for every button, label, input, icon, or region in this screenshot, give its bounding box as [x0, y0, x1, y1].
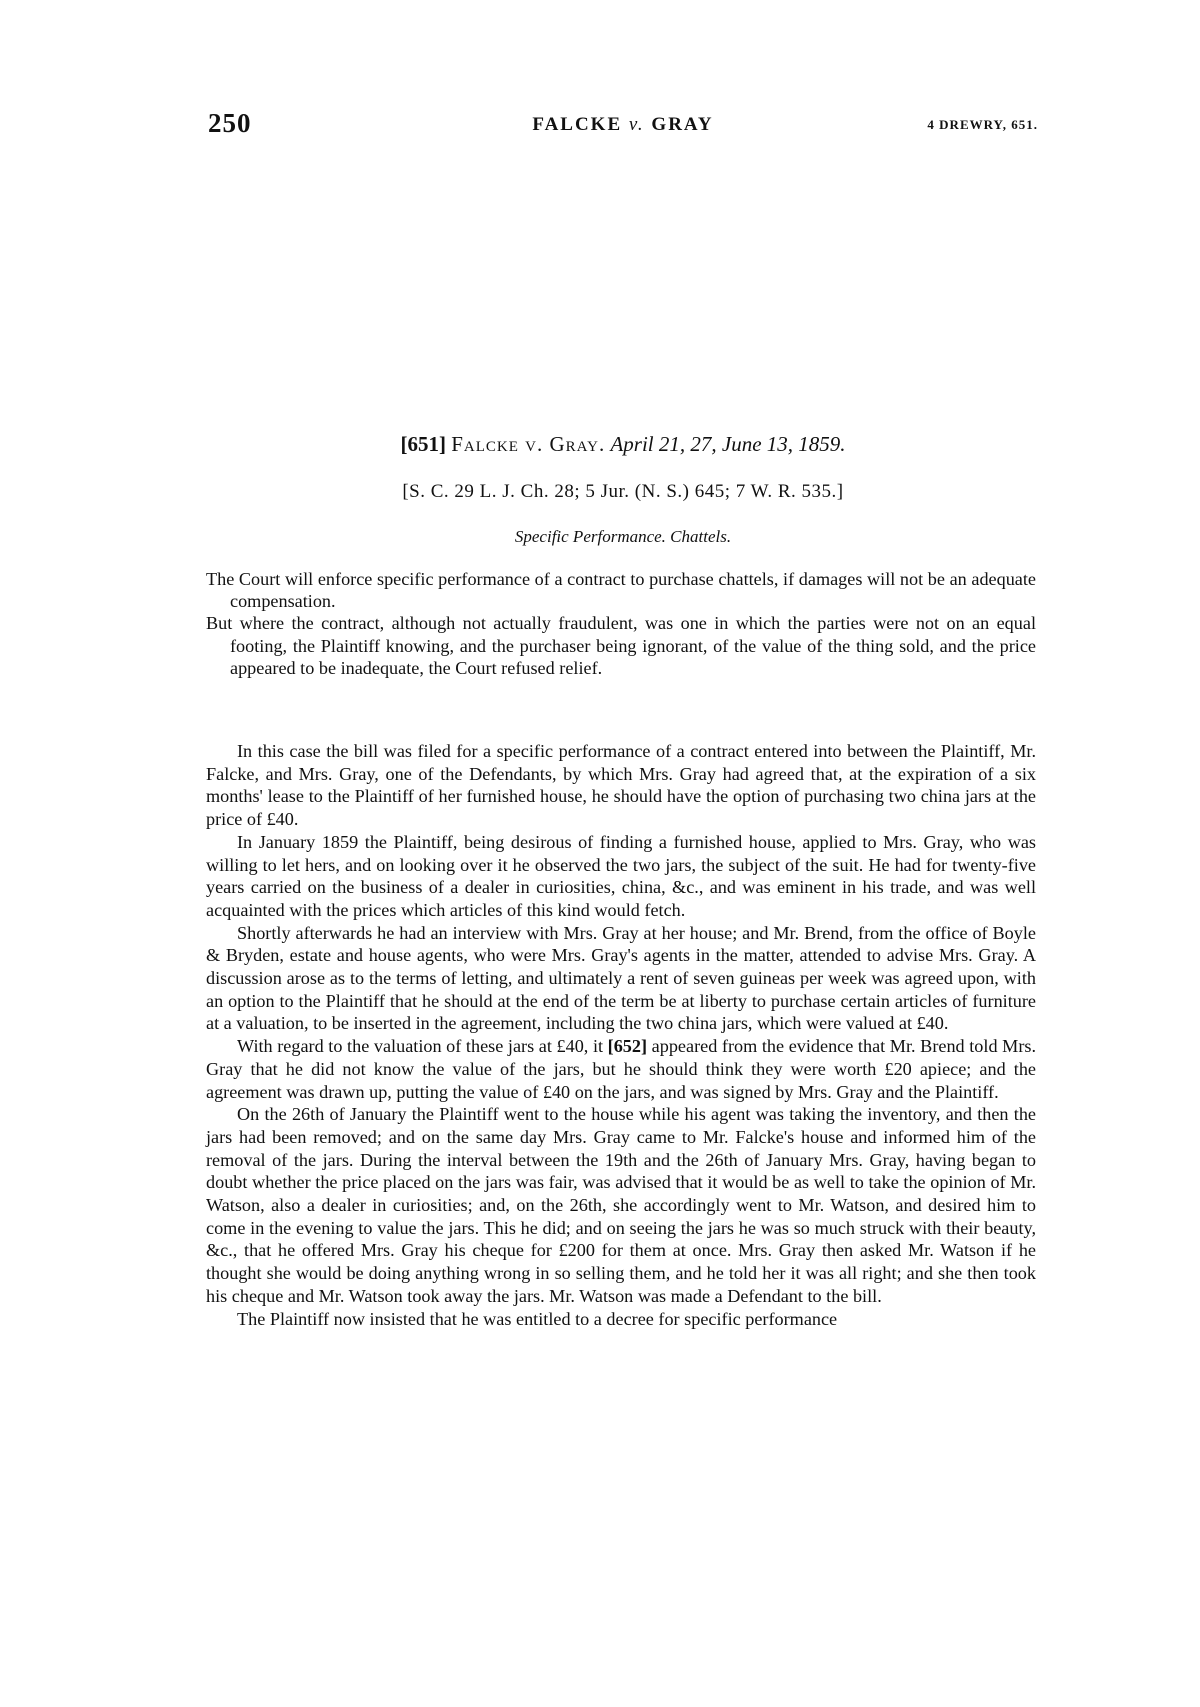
case-parties: Falcke v. Gray.	[451, 432, 606, 456]
body-paragraph: On the 26th of January the Plaintiff went to the house while his agent was taking the inventory, and then the jars had been removed; and on the same day Mrs. Gray came to Mr. Falcke's house and informed him of the removal of the jars. During the interval between the 19th and the 26th of January Mrs. Gray, having began to doubt whether the price placed on the jars was fair, was advised that it would be as well to take the opinion of Mr. Watson, also a dealer in curiosities; and, on the 26th, she accordingly went to Mr. Watson, and desired him to come in the evening to value the jars. This he did; and on seeing the jars he was so much struck with their beauty, &c., that he offered Mrs. Gray his cheque for £200 for them at once. Mrs. Gray then asked Mr. Watson if he thought she would be doing anything wrong in so selling them, and he told her it was all right; and she then took his cheque and Mr. Watson took away the jars. Mr. Watson was made a Defendant to the bill.	[206, 1104, 1036, 1306]
running-head	[208, 108, 1038, 148]
running-title	[208, 114, 1038, 136]
page-number: 250	[208, 108, 252, 138]
body-paragraph	[206, 1035, 1036, 1103]
paragraph-text-after: appeared from the evidence that Mr. Brend told Mrs. Gray that he did not know the value of the jars, but he should think they were worth £20 apiece; and the agreement was drawn up, putting the value of £40 on the jars, and was signed by Mrs. Gray and the Plaintiff.	[206, 1036, 1036, 1102]
report-body	[206, 740, 1036, 1330]
running-title-versus: v.	[628, 114, 645, 135]
headnote: The Court will enforce specific performance of a contract to purchase chattels, if damages will not be an adequate compensation.	[206, 569, 1036, 612]
paragraph-text-before: With regard to the valuation of these jars at £40, it	[237, 1036, 604, 1057]
body-paragraph: In January 1859 the Plaintiff, being desirous of finding a furnished house, applied to Mrs. Gray, who was willing to let hers, and on looking over it he observed the two jars, the subject of the suit. He had for twenty-five years carried on the business of a dealer in curiosities, china, &c., and was eminent in his trade, and was well acquainted with the prices which articles of this kind would fetch.	[206, 831, 1036, 920]
case-heading	[208, 432, 1038, 457]
headnotes	[206, 568, 1036, 679]
body-paragraph: Shortly afterwards he had an interview with Mrs. Gray at her house; and Mr. Brend, from the office of Boyle & Bryden, estate and house agents, who were Mrs. Gray's agents in the matter, attended to advise Mrs. Gray. A discussion arose as to the terms of letting, and ultimately a rent of seven guineas per week was agreed upon, with an option to the Plaintiff that he should at the end of the term be at liberty to purchase certain articles of furniture at a valuation, to be inserted in the agreement, including the two china jars, which were valued at £40.	[206, 922, 1036, 1034]
body-paragraph: In this case the bill was filed for a specific performance of a contract entered into between the Plaintiff, Mr. Falcke, and Mrs. Gray, one of the Defendants, by which Mrs. Gray had agreed that, at the expiration of a six months' lease to the Plaintiff of her furnished house, he should have the option of purchasing two china jars at the price of £40.	[206, 741, 1036, 830]
inline-page-ref: [652]	[607, 1036, 648, 1057]
headnote: But where the contract, although not actually fraudulent, was one in which the parties were not on an equal footing, the Plaintiff knowing, and the purchaser being ignorant, of the value of the thing sold, and the price appeared to be inadequate, the Court refused relief.	[206, 613, 1036, 678]
running-title-left: FALCKE	[532, 114, 623, 135]
case-citation: [S. C. 29 L. J. Ch. 28; 5 Jur. (N. S.) 645; 7 W. R. 535.]	[402, 481, 844, 502]
case-dates: April 21, 27, June 13, 1859.	[610, 432, 846, 456]
case-subject: Specific Performance. Chattels.	[514, 527, 732, 546]
case-page-ref: [651]	[400, 432, 446, 456]
running-title-right: GRAY	[651, 114, 714, 135]
body-paragraph: The Plaintiff now insisted that he was entitled to a decree for specific performance	[237, 1308, 838, 1329]
report-reference: 4 DREWRY, 651.	[927, 117, 1038, 132]
